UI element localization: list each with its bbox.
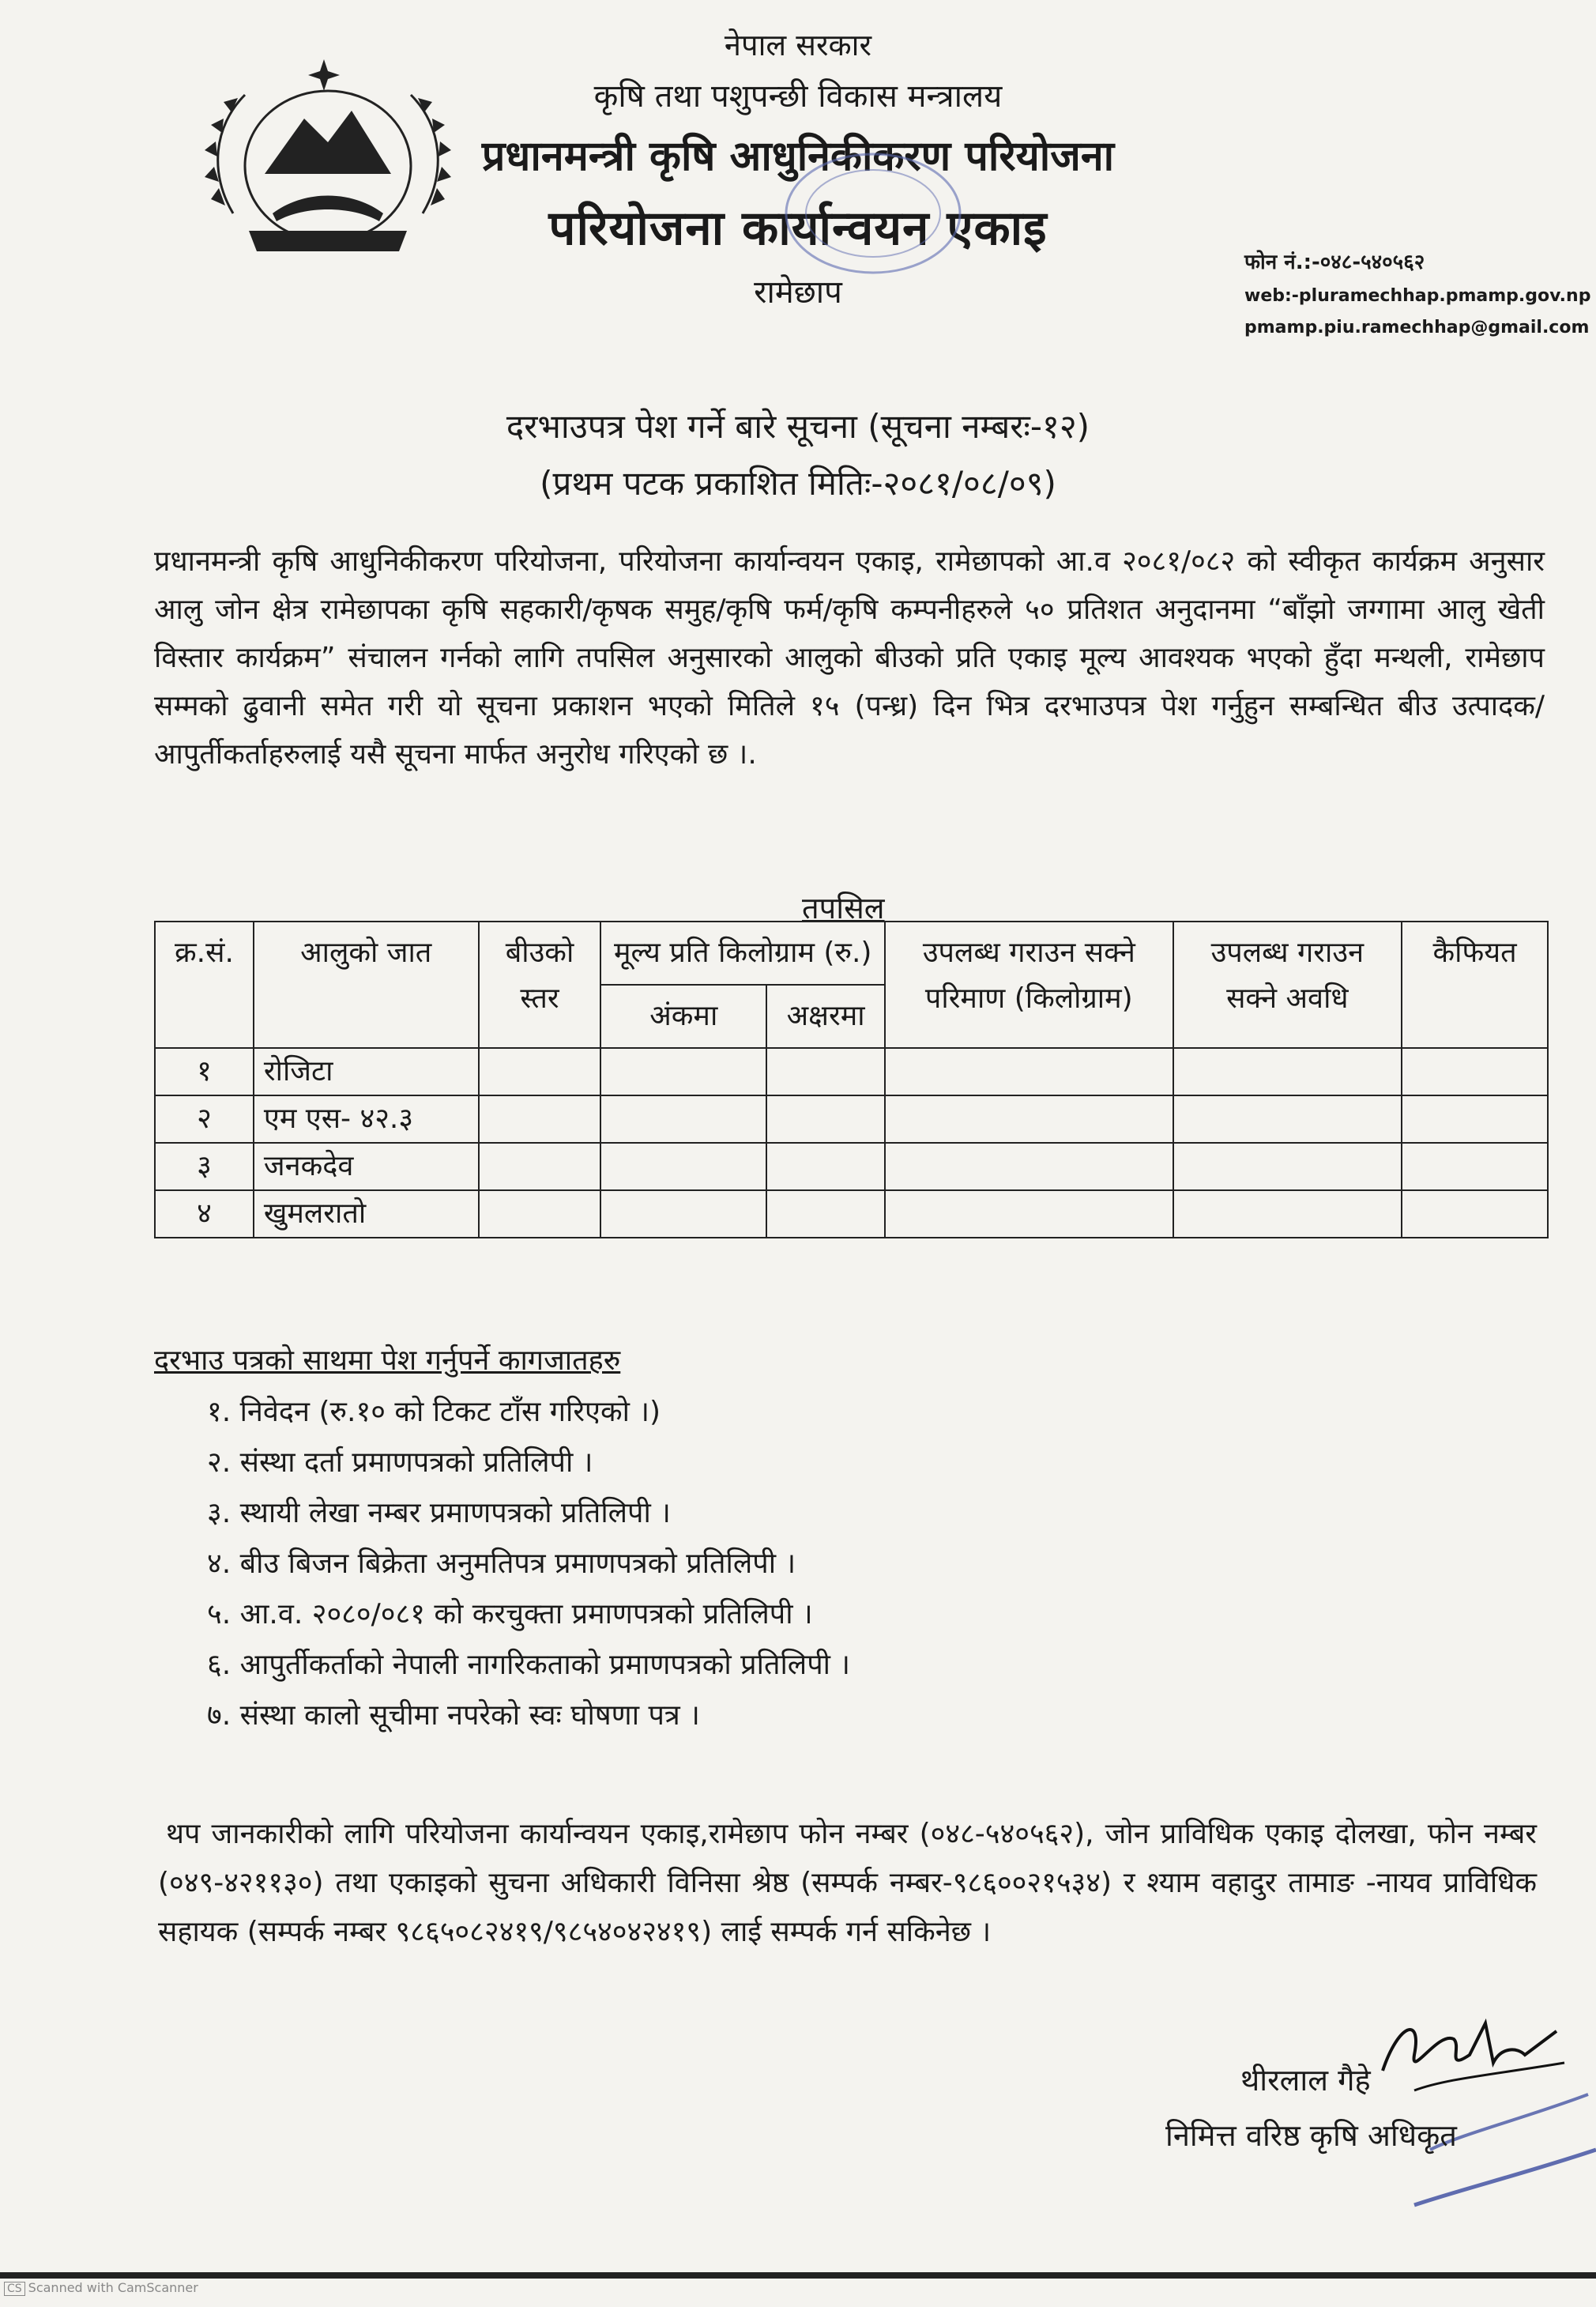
list-item: २. संस्था दर्ता प्रमाणपत्रको प्रतिलिपी । xyxy=(207,1446,593,1479)
header-variety: आलुको जात xyxy=(254,922,479,1048)
header-email: pmamp.piu.ramechhap@gmail.com xyxy=(1244,318,1590,337)
list-item: १. निवेदन (रु.१० को टिकट टाँस गरिएको ।) xyxy=(207,1396,661,1428)
camscanner-logo-icon: CS xyxy=(4,2282,25,2296)
documents-list xyxy=(207,1387,850,1741)
list-item: ४. बीउ बिजन बिक्रेता अनुमतिपत्र प्रमाणपत्रको प्रतिलिपी । xyxy=(207,1547,796,1580)
row-variety: जनकदेव xyxy=(254,1143,479,1190)
header-government: नेपाल सरकार xyxy=(724,28,872,62)
list-item: ७. संस्था कालो सूचीमा नपरेको स्वः घोषणा पत्र । xyxy=(207,1699,700,1732)
list-item: ६. आपुर्तीकर्ताको नेपाली नागरिकताको प्रमाणपत्रको प्रतिलिपी । xyxy=(207,1649,851,1681)
header-quantity: उपलब्ध गराउन सक्ने परिमाण (किलोग्राम) xyxy=(885,922,1173,1048)
table-row xyxy=(155,1048,1548,1095)
table-row xyxy=(155,1143,1548,1190)
header-project: प्रधानमन्त्री कृषि आधुनिकीकरण परियोजना xyxy=(481,133,1115,180)
signatory-title: निमित्त वरिष्ठ कृषि अधिकृत xyxy=(1165,2118,1457,2153)
header-sn: क्र.सं. xyxy=(155,922,254,1048)
table-caption: तपसिल xyxy=(802,891,885,925)
header-price-in-words: अक्षरमा xyxy=(766,985,885,1048)
table-row xyxy=(155,1095,1548,1143)
header-unit: परियोजना कार्यान्वयन एकाइ xyxy=(548,201,1048,256)
header-price: मूल्य प्रति किलोग्राम (रु.) xyxy=(600,922,885,985)
row-sn: २ xyxy=(155,1095,254,1143)
scanner-watermark xyxy=(4,2280,198,2296)
header-ministry: कृषि तथा पशुपन्छी विकास मन्त्रालय xyxy=(593,78,1003,115)
header-district: रामेछाप xyxy=(754,274,842,311)
row-variety: रोजिटा xyxy=(254,1048,479,1095)
row-variety: खुमलरातो xyxy=(254,1190,479,1238)
scanner-text: Scanned with CamScanner xyxy=(28,2280,198,2295)
notice-published-date: (प्रथम पटक प्रकाशित मितिः-२०८१/०८/०९) xyxy=(540,464,1056,503)
list-item: ३. स्थायी लेखा नम्बर प्रमाणपत्रको प्रतिलिपी । xyxy=(207,1497,671,1529)
office-stamp-icon xyxy=(778,146,968,281)
page-bottom-border xyxy=(0,2272,1596,2279)
notice-title: दरभाउपत्र पेश गर्ने बारे सूचना (सूचना नम्बरः-१२) xyxy=(506,407,1090,446)
contact-paragraph: थप जानकारीको लागि परियोजना कार्यान्वयन एकाइ,रामेछाप फोन नम्बर (०४८-५४०५६२), जोन प्राविधिक एकाइ दोलखा, फोन नम्बर (०४९-४२११३०) तथा एकाइको सुचना अधिकारी विनिसा श्रेष्ठ (सम्पर्क नम्बर-९८६००२१५३४) र श्याम वहादुर तामाङ -नायव प्राविधिक सहायक (सम्पर्क नम्बर ९८६५०८२४१९/९८५४०४२४१९) लाई सम्पर्क गर्न सकिनेछ । xyxy=(158,1818,1537,1948)
documents-title: दरभाउ पत्रको साथमा पेश गर्नुपर्ने कागजातहरु xyxy=(154,1344,621,1377)
header-seed-level: बीउको स्तर xyxy=(479,922,601,1048)
price-table xyxy=(154,921,1549,1238)
row-sn: ४ xyxy=(155,1190,254,1238)
row-sn: १ xyxy=(155,1048,254,1095)
row-variety: एम एस- ४२.३ xyxy=(254,1095,479,1143)
signatory-name: थीरलाल गैहे xyxy=(1240,2063,1371,2098)
notice-body: प्रधानमन्त्री कृषि आधुनिकीकरण परियोजना, परियोजना कार्यान्वयन एकाइ, रामेछापको आ.व २०८१/०८२ को स्वीकृत कार्यक्रम अनुसार आलु जोन क्षेत्र रामेछापका कृषि सहकारी/कृषक समुह/कृषि फर्म/कृषि कम्पनीहरुले ५० प्रतिशत अनुदानमा “बाँझो जग्गामा आलु खेती विस्तार कार्यक्रम” संचालन गर्नको लागि तपसिल अनुसारको आलुको बीउको प्रति एकाइ मूल्य आवश्यक भएको हुँदा मन्थली, रामेछाप सम्मको ढुवानी समेत गरी यो सूचना प्रकाशन भएको मितिले १५ (पन्ध्र) दिन भित्र दरभाउपत्र पेश गर्नुहुन सम्बन्धित बीउ उत्पादक/आपुर्तीकर्ताहरुलाई यसै सूचना मार्फत अनुरोध गरिएको छ ।. xyxy=(154,545,1545,771)
header-price-in-figures: अंकमा xyxy=(600,985,766,1048)
header-period: उपलब्ध गराउन सक्ने अवधि xyxy=(1173,922,1402,1048)
header-phone: फोन नं.:-०४८-५४०५६२ xyxy=(1244,251,1425,274)
table-row xyxy=(155,1190,1548,1238)
header-remarks: कैफियत xyxy=(1402,922,1548,1048)
header-website: web:-pluramechhap.pmamp.gov.np xyxy=(1244,286,1591,306)
row-sn: ३ xyxy=(155,1143,254,1190)
list-item: ५. आ.व. २०८०/०८१ को करचुक्ता प्रमाणपत्रको प्रतिलिपी । xyxy=(207,1598,813,1630)
